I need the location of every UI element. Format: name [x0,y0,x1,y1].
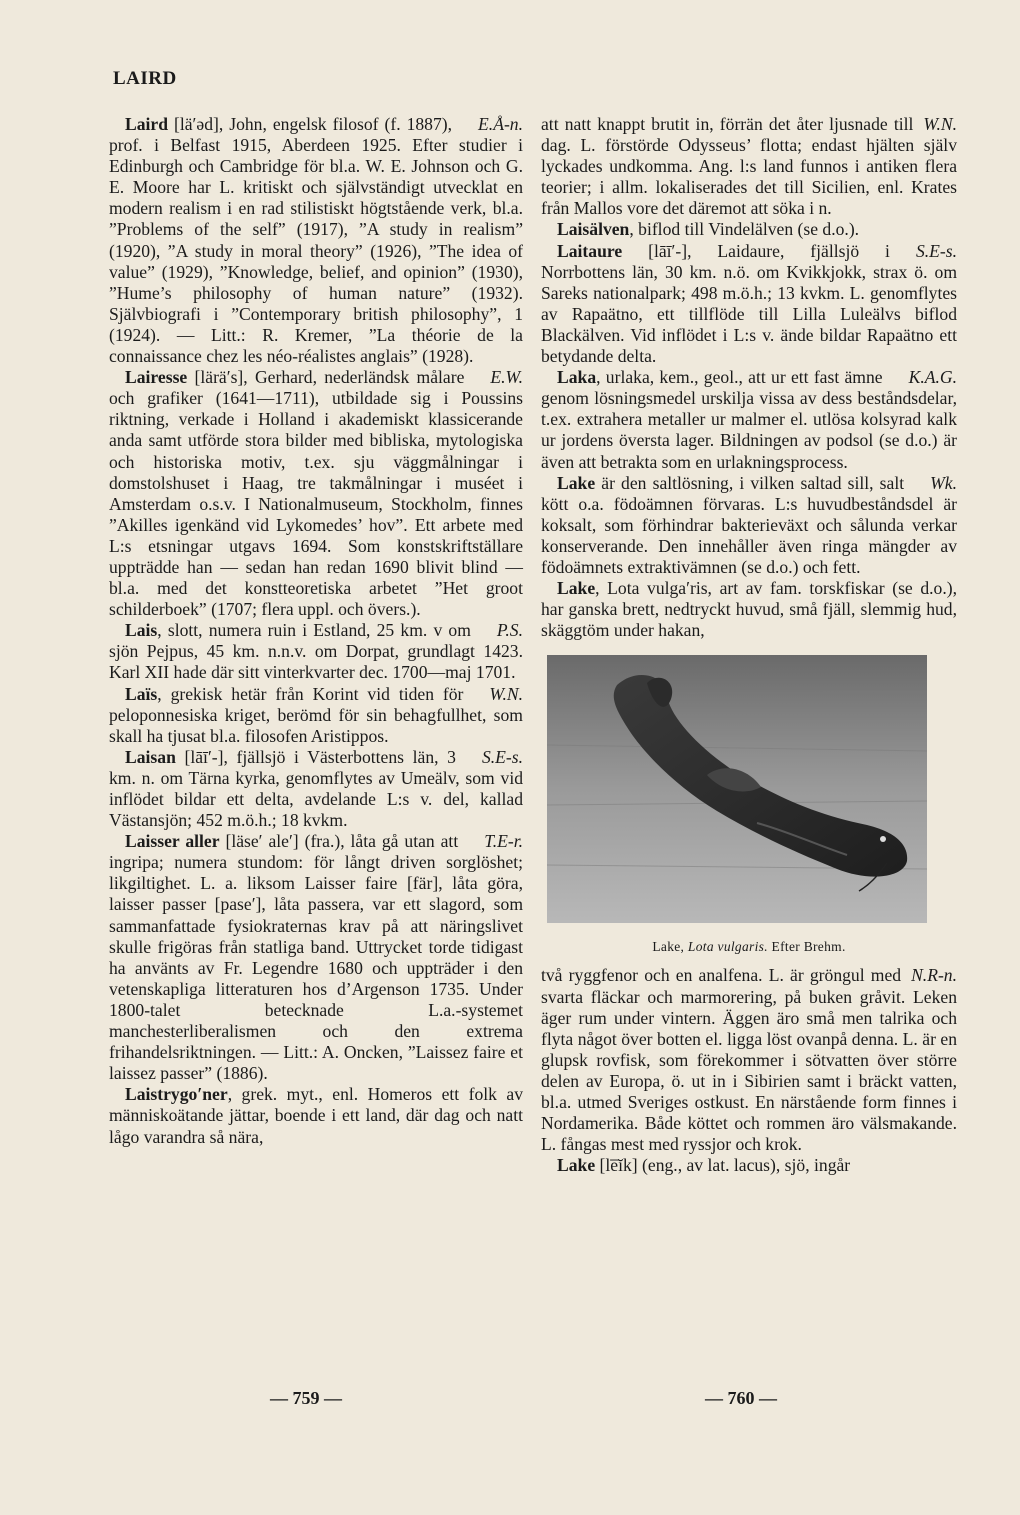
headword: Laistrygo′ner [125,1084,228,1105]
figure-caption: Lake, Lota vulgaris. Efter Brehm. [652,939,846,955]
author-signature: T.E-r. [484,831,523,852]
author-signature: E.W. [490,367,523,388]
entry-text: är den saltlösning, i vilken saltad sill, salt kött o.a. födoämnen förvaras. L:s huvudbeståndsdel är koksalt, som förhindrar bakterieväxt och sålunda verkar konserverande. Den innehåller även ringa mängder av födoämnets extraktivämnen (se d.o.) och fett. [541,472,957,577]
headword: Laïs [125,683,158,704]
dictionary-entry [109,747,523,831]
entry-text: [lärä′s], Gerhard, nederländsk målare och grafiker (1641—1711), utbildade sig i Poussins riktning, verkade i Holland i akademiskt klassicerande anda samt utförde stora bilder med bibliska, mytologiska och historiska motiv, t.ex. sju väggmålningar i domstolshuset i Haag, tre takmålningar i muséet i Amsterdam o.s.v. I Nationalmuseum, Stockholm, finnes ”Akilles igenkänd vid Lykomedes’ hov”. Ett arbete med L:s etsningar utgavs 1694. Som konstskriftställare uppträdde han — sedan han redan 1690 blivit blind — bl.a. med det konstteoretiska arbetet ”Het groot schilderboek” (1707; flera uppl. och övers.). [109,367,523,620]
headword: Laka [557,367,597,388]
entry-text: [lä′əd], John, engelsk filosof (f. 1887), prof. i Belfast 1915, Aberdeen 1925. Efter studier i Edinburgh och Cambridge för bl.a. W. E. Johnson och G. E. Moore har L. kritiskt och självständigt utvecklat en modern realism i en rad stilistiskt högtstående verk, bl.a. ”Problems of the self” (1917), ”A study in realism” (1920), ”A study in moral theory” (1926), ”The idea of value” (1929), ”Knowledge, belief, and opinion” (1930), ”Hume’s philosophy of human nature” (1932). Självbiografi i ”Contemporary british philosophy”, 1 (1924). — Litt.: R. Kremer, ”La théorie de la connaissance chez les néo-réalistes anglais” (1928). [109,114,523,367]
headword: Lais [125,620,158,641]
right-column [541,114,957,1176]
dictionary-entry [541,578,957,641]
dictionary-entry [541,473,957,578]
running-head: LAIRD [113,68,177,89]
headword: Laird [125,114,169,134]
entry-text: [le̅ĭk] (eng., av lat. lacus), sjö, ingår [595,1155,851,1176]
dictionary-entry [109,1084,523,1147]
headword: Lake [557,578,596,599]
entry-text: , Lota vulga′ris, art av fam. torskfiskar (se d.o.), har ganska brett, nedtryckt huvud, små fjäll, slemmig hud, skäggtöm under hakan, [541,578,957,641]
dictionary-entry [109,620,523,683]
headword: Laisan [125,746,176,767]
author-signature: P.S. [496,620,523,641]
headword: Laitaure [557,240,623,261]
entry-text: att natt knappt brutit in, förrän det åter ljusnade till dag. L. förstörde Odysseus’ flotta; endast hjälten själv lyckades undkomma. Ang. l:s land funnos i antiken flera teorier; i allm. lokaliserades det till Sicilien, enl. Krates från Mallos vore det däremot att söka i n. [541,114,957,219]
headword: Lake [557,472,596,493]
dictionary-entry [541,367,957,472]
author-signature: K.A.G. [908,367,957,388]
author-signature: E.Å-n. [478,114,523,134]
dictionary-entry [109,684,523,747]
dictionary-entry [109,831,523,1084]
entry-text: , grekisk hetär från Korint vid tiden för peloponnesiska kriget, berömd för sin behagfullhet, som skall ha tjusat bl.a. filosofen Aristippos. [109,683,523,746]
author-signature: S.E-s. [915,240,957,261]
dictionary-entry [541,219,957,240]
headword: Laisser aller [125,831,220,852]
entry-text: , grek. myt., enl. Homeros ett folk av människoätande jättar, boende i ett land, där dag och natt lågo varandra så nära, [109,1084,523,1147]
entry-text: , biflod till Vindelälven (se d.o.). [629,219,860,240]
dictionary-entry [541,241,957,368]
dictionary-entry [109,367,523,620]
entry-text: [lāī′-], Laidaure, fjällsjö i Norrbottens län, 30 km. n.ö. om Kvikkjokk, strax ö. om Sareks nationalpark; 498 m.ö.h.; 13 kvkm. L. genomflytes av Rapaätno, ett tillflöde till Lilla Luleälvs biflod Blackälven. Vid inflödet i L:s v. ände bildar Rapaätno ett betydande delta. [541,240,957,367]
figure [541,655,957,957]
headword: Laisälven [557,219,630,240]
right-column-top [541,114,957,641]
dictionary-entry [541,965,957,1155]
author-signature: S.E-s. [481,746,523,767]
author-signature: N.R-n. [911,965,957,986]
burbot-illustration [547,655,927,923]
dictionary-entry [541,1155,957,1176]
entry-text: , urlaka, kem., geol., att ur ett fast ämne genom lösningsmedel urskilja vissa av dess beståndsdelar, t.ex. extrahera metaller ur malmer el. utlösa kolsyrad kalk ur jordens översta lager. Bildningen av podsol (se d.o.) är även att betrakta som en urlakningsprocess. [541,367,957,472]
author-signature: Wk. [930,472,957,493]
entry-text: , slott, numera ruin i Estland, 25 km. v om sjön Pejpus, 45 km. n.n.v. om Dorpat, grundlagt 1423. Karl XII hade där sitt vinterkvarter dec. 1700—maj 1701. [109,620,523,683]
headword: Lake [557,1155,596,1176]
headword: Lairesse [125,367,188,388]
author-signature: W.N. [489,683,523,704]
entry-text: [läse′ ale′] (fra.), låta gå utan att ingripa; numera stundom: för långt driven sorglöshet; likgiltighet. L. a. liksom Laisser faire [fär], låta göra, laisser passer [pase′], låta passera, var ett slagord, som sammanfattade fysiokraternas krav på att näringslivet skulle frigöras från statliga band. Uttrycket torde tidigast ha använts av Fr. Legendre 1680 och uppträder i den vetenskapliga litteraturen hos d’Argenson 1735. Under 1800-talet betecknade L.a.-systemet manchesterliberalismen och den extrema frihandelsriktningen. — Litt.: A. Oncken, ”Laissez faire et laissez passer” (1886). [109,831,523,1084]
entry-text: två ryggfenor och en analfena. L. är gröngul med svarta fläckar och marmorering, på buken gråvit. Leken äger rum under vintern. Äggen äro små men talrika och flyta något över botten el. ligga löst ovanpå denna. L. är en glupsk rovfisk, som förekommer i sötvatten över större delen av Europa, ö. ut in i Sibirien samt i bräckt vatten, bl.a. utmed Sveriges ostkust. En närstående form finnes i Nordamerika. Både köttet och rommen äro välsmakande. L. fångas mest med ryssjor och krok. [541,965,957,1155]
dictionary-entry [541,114,957,219]
right-column-bottom [541,965,957,1176]
dictionary-entry [109,114,523,367]
page-number-right: — 760 — [705,1388,777,1408]
entry-text: [lāī′-], fjällsjö i Västerbottens län, 3 km. n. om Tärna kyrka, genomflytes av Umeälv, som vid inflödet bildar ett delta, avdelande L:s v. del, kallad Västansjön; 452 m.ö.h.; 18 kvkm. [109,746,523,831]
author-signature: W.N. [923,114,957,134]
page-number-left: — 759 — [270,1388,342,1408]
left-column [109,114,523,1148]
